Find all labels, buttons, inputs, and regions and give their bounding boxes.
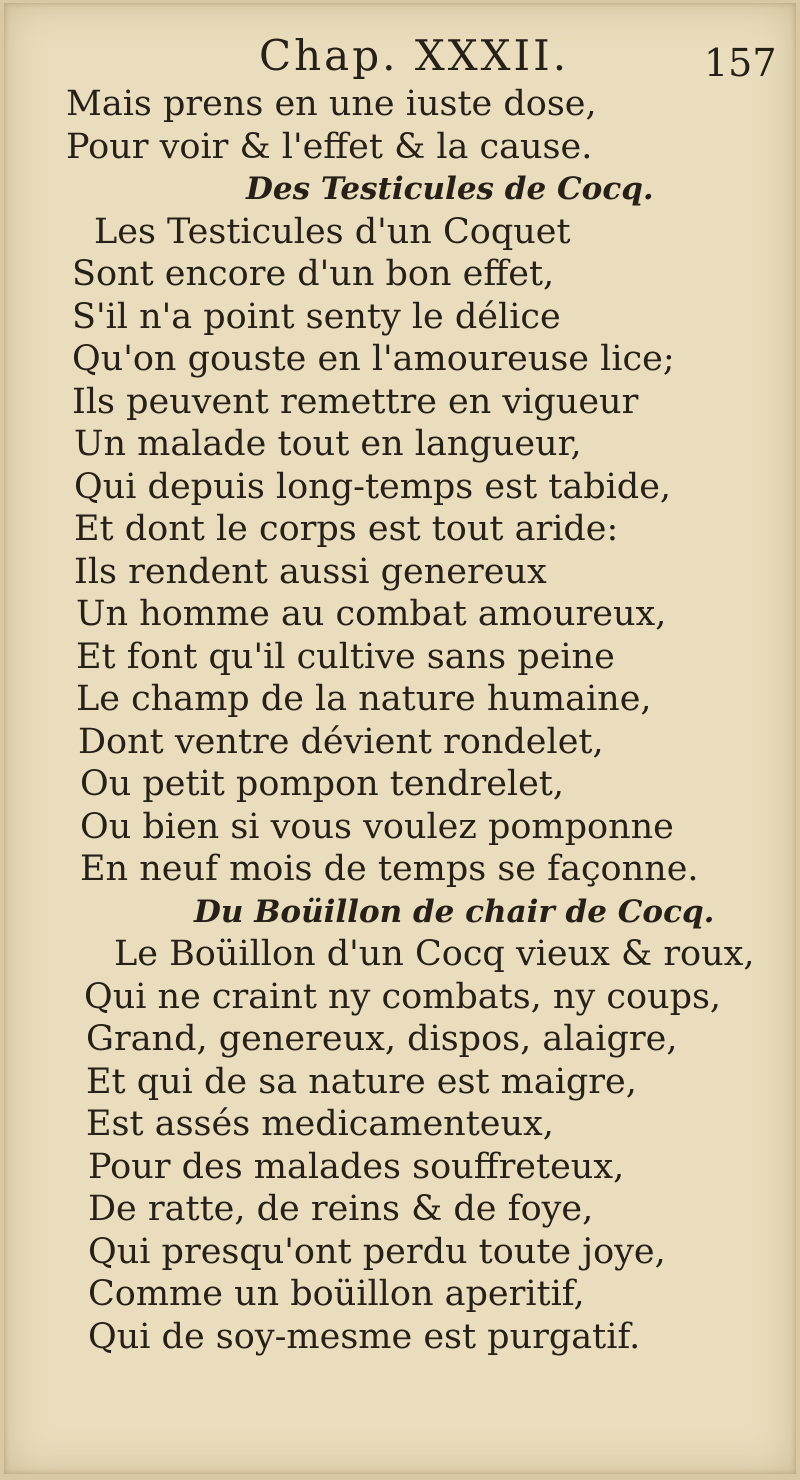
verse-line: Dont ventre dévient rondelet, [78,721,604,762]
verse-line: Sont encore d'un bon effet, [72,254,555,294]
verse-line: Ils rendent aussi genereux [74,551,547,592]
verse-line: Ou petit pompon tendrelet, [80,764,565,804]
verse-line: Ou bien si vous voulez pomponne [80,806,674,847]
verse-line: Pour voir & l'effet & la cause. [66,126,593,167]
verse-line: Grand, genereux, dispos, alaigre, [86,1019,678,1059]
verse-line: Et dont le corps est tout aride: [74,509,619,549]
page-header [4,31,796,91]
running-head: Chap. XXXII. [259,31,570,80]
section-heading: Du Boüillon de chair de Cocq. [194,893,715,930]
verse-line: Ils peuvent remettre en vigueur [72,381,639,422]
book-page [4,3,796,1474]
verse-line: Qui presqu'ont perdu toute joye, [88,1231,666,1272]
verse-line: Les Testicules d'un Coquet [94,211,571,252]
verse-line: Le champ de la nature humaine, [76,679,652,719]
verse-line: Un malade tout en langueur, [74,424,582,464]
section-heading: Des Testicules de Cocq. [246,171,654,207]
verse-line: Et font qu'il cultive sans peine [76,636,615,677]
verse-line: Est assés medicamenteux, [86,1104,554,1144]
poem-text [64,83,764,1358]
page-number: 157 [704,41,777,85]
verse-line: Et qui de sa nature est maigre, [86,1061,637,1102]
verse-line: Le Boüillon d'un Cocq vieux & roux, [114,934,755,974]
verse-line: De ratte, de reins & de foye, [88,1189,594,1229]
verse-line: En neuf mois de temps se façonne. [80,849,699,889]
verse-line: Pour des malades souffreteux, [88,1146,625,1187]
verse-line: Qui ne craint ny combats, ny coups, [84,976,722,1017]
verse-line: Un homme au combat amoureux, [76,594,667,634]
verse-line: Comme un boüillon aperitif, [88,1274,585,1314]
verse-line: Mais prens en une iuste dose, [66,84,597,124]
verse-line: Qui depuis long-temps est tabide, [74,466,672,507]
verse-line: Qu'on gouste en l'amoureuse lice; [72,339,675,379]
verse-line: S'il n'a point senty le délice [72,296,561,337]
verse-line: Qui de soy-mesme est purgatif. [88,1316,641,1357]
